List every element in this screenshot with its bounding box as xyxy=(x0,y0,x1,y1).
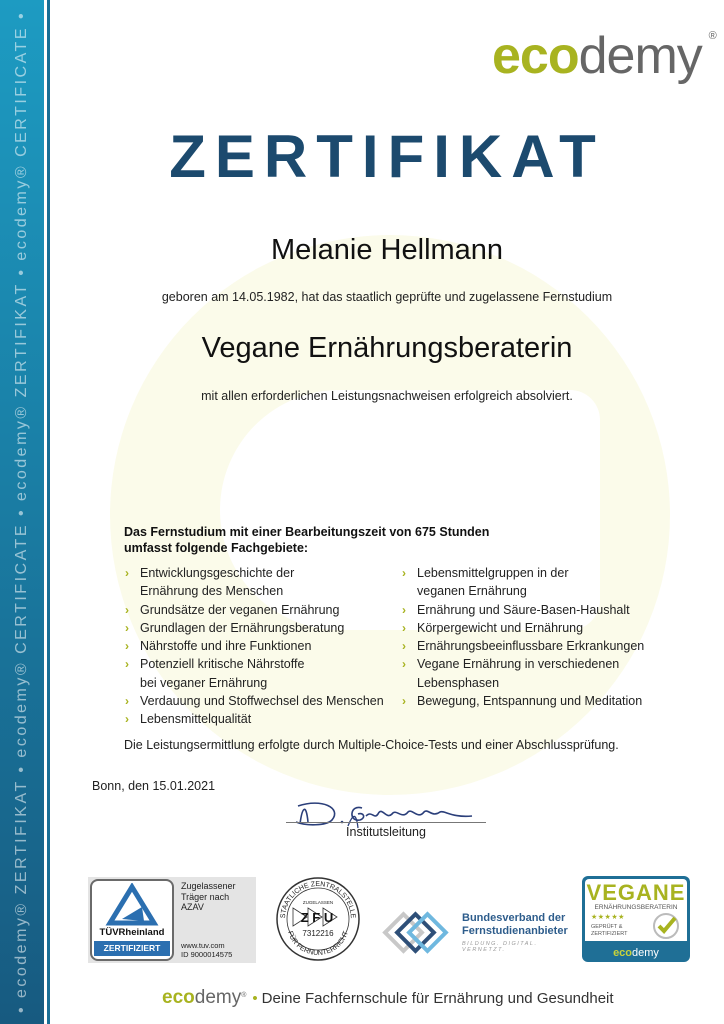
tuv-certified: ZERTIFIZIERT xyxy=(94,941,170,956)
certificate-title: ZERTIFIKAT xyxy=(169,123,605,190)
subjects-intro xyxy=(124,524,489,556)
subjects-list-left xyxy=(124,564,384,729)
tuv-id: ID 9000014575 xyxy=(181,950,233,959)
bdfa-tagline: BILDUNG. DIGITAL. VERNETZT. xyxy=(462,941,538,953)
logo-demy: demy xyxy=(578,27,702,85)
subject-item: › Bewegung, Entspannung und Meditation xyxy=(401,692,644,710)
subject-item: › Grundlagen der Ernährungsberatung xyxy=(124,619,384,637)
signature-label: Institutsleitung xyxy=(346,825,426,839)
svg-text:FÜR FERNUNTERRICHT: FÜR FERNUNTERRICHT xyxy=(286,930,350,958)
chevron-right-icon: › xyxy=(402,639,406,654)
place-date: Bonn, den 15.01.2021 xyxy=(92,779,216,793)
logo-eco: eco xyxy=(492,27,579,85)
footer-tagline xyxy=(162,987,614,1009)
registered-mark: ® xyxy=(708,30,716,42)
chevron-right-icon: › xyxy=(125,694,129,709)
tuv-azav-text: Zugelassener Träger nach AZAV xyxy=(181,881,236,912)
vegane-seal-title: VEGANE xyxy=(586,880,686,905)
vegane-seal-logo xyxy=(582,947,690,959)
subject-item: › Potenziell kritische Nährstoffe bei veganer Ernährung xyxy=(125,657,305,690)
birth-line: geboren am 14.05.1982, hat das staatlich geprüfte und zugelassene Fernstudium xyxy=(161,290,613,304)
svg-text:Z F U: Z F U xyxy=(300,910,334,925)
chevron-right-icon: › xyxy=(125,712,129,727)
chevron-right-icon: › xyxy=(402,657,406,672)
bundesverband-fernstudienanbieter-badge xyxy=(382,906,568,962)
tuv-name: TÜVRheinland xyxy=(99,927,165,938)
chevron-right-icon: › xyxy=(402,694,406,709)
chevron-right-icon: › xyxy=(402,566,406,580)
footer-text: Deine Fachfernschule für Ernährung und Gesundheit xyxy=(261,990,614,1007)
subject-item: › Entwicklungsgeschichte der Ernährung des Menschen xyxy=(125,566,295,599)
bdfa-name-line-2: Fernstudienanbieter xyxy=(462,925,568,937)
svg-text:7312216: 7312216 xyxy=(302,929,334,938)
ecodemy-logo xyxy=(492,26,716,86)
tuv-triangle-icon xyxy=(92,883,172,927)
bdfa-name-line-1: Bundesverband der xyxy=(462,912,566,924)
subject-item: › Verdauung und Stoffwechsel des Menschen xyxy=(124,692,384,710)
sidebar-watermark-text: • ecodemy® ZERTIFIKAT • ecodemy® CERTIFICATE • ecodemy® ZERTIFIKAT • ecodemy® CERTIFICATE • xyxy=(13,10,30,1014)
recipient-name: Melanie Hellmann xyxy=(270,234,504,266)
subject-item: › Ernährungsbeeinflussbare Erkrankungen xyxy=(401,637,644,655)
star-rating-icon: ★★★★★ xyxy=(591,914,625,921)
svg-text:STAATLICHE ZENTRALSTELLE: STAATLICHE ZENTRALSTELLE xyxy=(279,880,357,919)
footer-logo-eco: eco xyxy=(162,987,195,1008)
vegane-seal-subtitle: ERNÄHRUNGSBERATERIN xyxy=(594,904,678,911)
subjects-list-right xyxy=(401,564,644,710)
chevron-right-icon: › xyxy=(402,602,406,617)
intro-line-1: Das Fernstudium mit einer Bearbeitungszeit von 675 Stunden xyxy=(124,525,490,539)
tuv-rheinland-badge xyxy=(88,877,256,963)
tuv-url-block xyxy=(181,941,232,959)
intro-line-2: umfasst folgende Fachgebiete: xyxy=(124,541,309,555)
subject-item: › Lebensmittelqualität xyxy=(124,710,384,728)
subject-item: › Ernährung und Säure-Basen-Haushalt xyxy=(401,601,644,619)
footer-logo-demy: demy xyxy=(194,987,242,1008)
subject-item: › Körpergewicht und Ernährung xyxy=(401,619,644,637)
vegane-seal-body xyxy=(585,879,687,941)
seal-logo-eco: eco xyxy=(613,947,633,959)
subject-item: › Lebensmittelgruppen in der veganen Ernährung xyxy=(402,566,569,599)
tuv-url: www.tuv.com xyxy=(181,941,225,950)
svg-text:ZUGELASSEN: ZUGELASSEN xyxy=(302,900,334,905)
chevron-right-icon: › xyxy=(125,639,129,654)
geprueft-line-2: ZERTIFIZIERT xyxy=(591,931,628,937)
course-title: Vegane Ernährungsberaterin xyxy=(201,332,573,364)
vegane-seal-geprueft xyxy=(591,924,627,938)
chevron-right-icon: › xyxy=(125,566,129,580)
chevron-right-icon: › xyxy=(402,620,406,635)
bdfa-name xyxy=(462,912,568,938)
chevron-right-icon: › xyxy=(125,602,129,617)
assessment-line: Die Leistungsermittlung erfolgte durch Multiple-Choice-Tests und einer Abschlussprüfung. xyxy=(124,738,619,752)
signature-line xyxy=(286,822,486,823)
tuv-logo-box xyxy=(90,879,174,961)
footer-separator: • xyxy=(252,990,258,1007)
completion-line: mit allen erforderlichen Leistungsnachweisen erfolgreich absolviert. xyxy=(201,389,573,403)
checkmark-icon xyxy=(653,913,679,939)
zfu-seal-icon xyxy=(275,876,361,962)
subject-item: › Nährstoffe und ihre Funktionen xyxy=(124,637,384,655)
subject-item: › Vegane Ernährung in verschiedenen Lebensphasen xyxy=(402,657,620,690)
chevron-right-icon: › xyxy=(125,657,129,672)
seal-logo-demy: demy xyxy=(632,947,659,959)
vegane-ernaehrungsberaterin-seal xyxy=(582,876,690,962)
geprueft-line-1: GEPRÜFT & xyxy=(591,924,623,930)
footer-registered-mark: ® xyxy=(241,992,247,999)
subject-item: › Grundsätze der veganen Ernährung xyxy=(124,601,384,619)
chevron-right-icon: › xyxy=(125,620,129,635)
bdfa-diamonds-icon xyxy=(382,906,458,962)
